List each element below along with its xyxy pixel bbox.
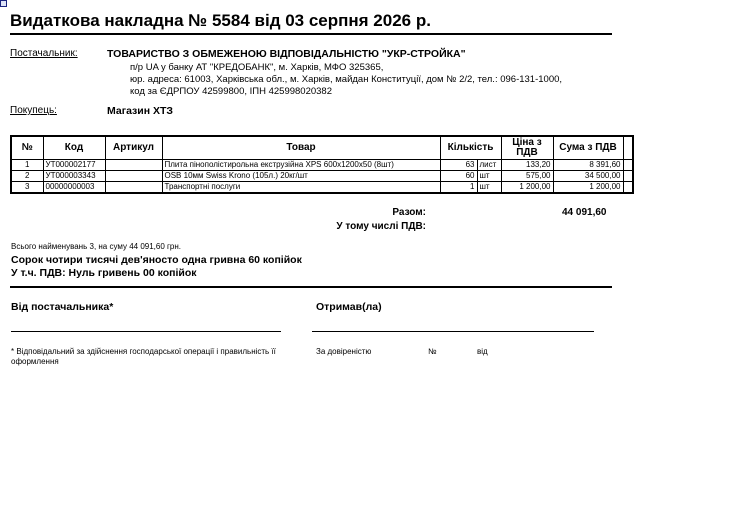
- header-qty: Кількість: [440, 136, 501, 160]
- row-qty-value: 1: [441, 182, 478, 192]
- table-row: [11, 171, 633, 182]
- supplier-address: юр. адреса: 61003, Харківська обл., м. Харків, майдан Конституції, дом № 2/2, тел.: 096-131-1000,: [130, 74, 563, 85]
- row-qty: [440, 182, 501, 194]
- table-row: [11, 182, 633, 194]
- proxy-label: За довіреністю: [316, 347, 372, 356]
- row-spacer: [623, 160, 633, 171]
- amount-in-words: Сорок чотири тисячі дев'яносто одна гривна 60 копійок: [11, 254, 302, 266]
- row-qty-value: 60: [441, 171, 478, 181]
- supplier-codes: код за ЄДРПОУ 42599800, ІПН 425998020382: [130, 86, 332, 97]
- row-unit: шт: [479, 171, 490, 180]
- header-product: Товар: [162, 136, 440, 160]
- row-unit: лист: [479, 160, 497, 169]
- row-num: 3: [11, 182, 43, 194]
- table-header-row: [11, 136, 633, 160]
- responsible-footnote: * Відповідальний за здійснення господарської операції і правильність її оформлення: [11, 347, 276, 366]
- items-table: [10, 135, 634, 194]
- row-qty: [440, 160, 501, 171]
- supplier-label: Постачальник:: [10, 48, 78, 59]
- header-num: №: [11, 136, 43, 160]
- proxy-number-label: №: [428, 347, 437, 356]
- row-unit: шт: [479, 182, 490, 191]
- from-supplier-label: Від постачальника*: [11, 301, 114, 313]
- row-spacer: [623, 171, 633, 182]
- buyer-name: Магазин ХТЗ: [107, 105, 173, 117]
- summary-divider: [10, 286, 612, 288]
- title-divider: [10, 33, 612, 35]
- receiver-signature-line: [312, 331, 594, 332]
- row-code: УТ000003343: [43, 171, 105, 182]
- header-code: Код: [43, 136, 105, 160]
- row-sum: 8 391,60: [553, 160, 623, 171]
- row-product: Транспортні послуги: [162, 182, 440, 194]
- row-code: 00000000003: [43, 182, 105, 194]
- header-article: Артикул: [105, 136, 162, 160]
- row-product: Плита пінополістирольна екструзійна XPS 600x1200x50 (8шт): [162, 160, 440, 171]
- row-price: 1 200,00: [501, 182, 553, 194]
- header-price: Ціна з ПДВ: [501, 136, 553, 160]
- row-price: 133,20: [501, 160, 553, 171]
- header-sum: Сума з ПДВ: [553, 136, 623, 160]
- row-price: 575,00: [501, 171, 553, 182]
- vat-label: У тому числі ПДВ:: [336, 221, 426, 232]
- table-row: [11, 160, 633, 171]
- row-num: 2: [11, 171, 43, 182]
- row-product: OSB 10мм Swiss Krono (105л.) 20кг/шт: [162, 171, 440, 182]
- supplier-name: ТОВАРИСТВО З ОБМЕЖЕНОЮ ВІДПОВІДАЛЬНІСТЮ "УКР-СТРОЙКА": [107, 48, 466, 60]
- vat-in-words: У т.ч. ПДВ: Нуль гривень 00 копійок: [11, 267, 197, 279]
- invoice-title: Видаткова накладна № 5584 від 03 серпня 2026 р.: [10, 11, 431, 30]
- row-article: [105, 182, 162, 194]
- row-code: УТ000002177: [43, 160, 105, 171]
- row-sum: 1 200,00: [553, 182, 623, 194]
- row-article: [105, 171, 162, 182]
- row-qty: [440, 171, 501, 182]
- row-qty-value: 63: [441, 160, 478, 170]
- row-article: [105, 160, 162, 171]
- proxy-date-label: від: [477, 347, 488, 356]
- supplier-bank: п/р UA у банку АТ "КРЕДОБАНК", м. Харків, МФО 325365,: [130, 62, 384, 73]
- buyer-label: Покупець:: [10, 105, 57, 116]
- total-value: 44 091,60: [562, 207, 607, 218]
- total-label: Разом:: [392, 207, 426, 218]
- corner-marker: [0, 0, 7, 7]
- row-spacer: [623, 182, 633, 194]
- row-sum: 34 500,00: [553, 171, 623, 182]
- row-num: 1: [11, 160, 43, 171]
- supplier-signature-line: [11, 331, 281, 332]
- items-count-line: Всього найменувань 3, на суму 44 091,60 грн.: [11, 242, 182, 251]
- received-label: Отримав(ла): [316, 301, 382, 313]
- header-spacer: [623, 136, 633, 160]
